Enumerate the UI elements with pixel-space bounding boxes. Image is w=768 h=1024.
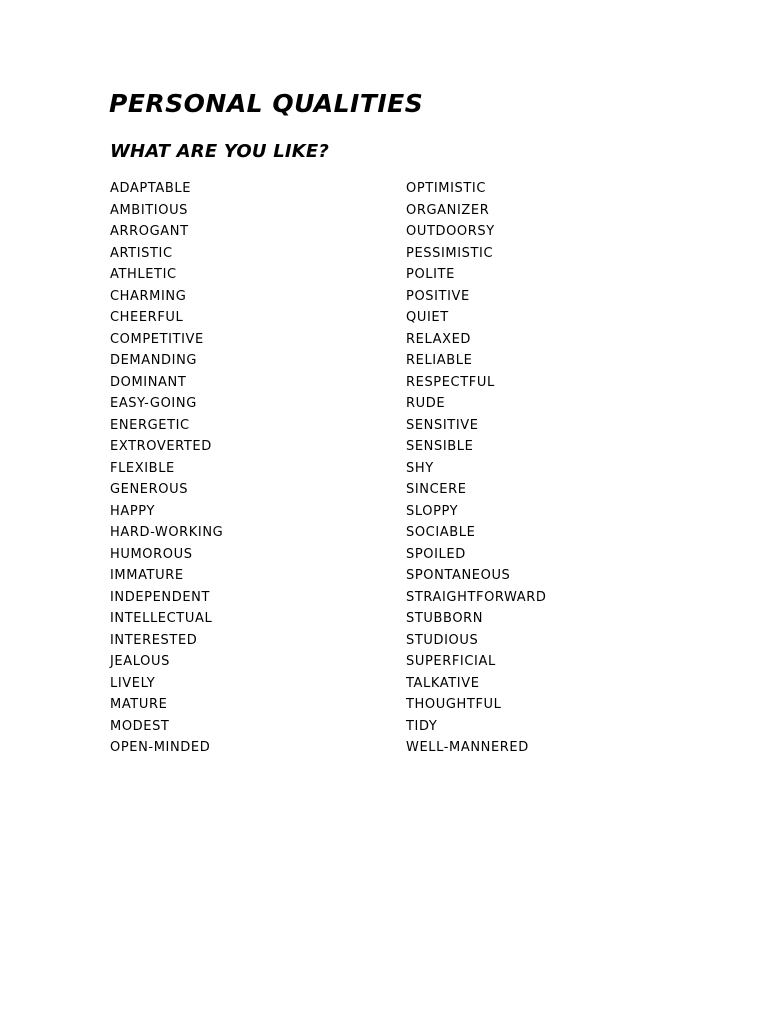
list-item: DOMINANT [110, 374, 187, 390]
list-item: SPONTANEOUS [406, 568, 511, 583]
list-item: FLEXIBLE [110, 460, 175, 476]
list-item: THOUGHTFUL [406, 697, 502, 712]
list-item: INDEPENDENT [110, 589, 211, 605]
page-subtitle: WHAT ARE YOU LIKE? [110, 141, 330, 162]
list-item: MATURE [110, 697, 168, 712]
list-item: RESPECTFUL [406, 374, 495, 390]
list-item: TIDY [406, 718, 438, 734]
list-item: POSITIVE [406, 288, 470, 304]
list-item: POLITE [406, 267, 455, 282]
list-item: SLOPPY [406, 503, 459, 519]
list-item: HUMOROUS [110, 546, 193, 562]
list-item: HAPPY [110, 503, 156, 519]
list-item: RUDE [406, 396, 446, 411]
list-item: JEALOUS [110, 654, 170, 669]
list-item: HARD-WORKING [110, 525, 224, 540]
list-item: CHARMING [110, 288, 187, 304]
list-item: COMPETITIVE [110, 331, 204, 347]
qualities-list-right [406, 178, 547, 759]
page-title: PERSONAL QUALITIES [109, 89, 424, 118]
list-item: ENERGETIC [110, 417, 190, 433]
list-item: OPTIMISTIC [406, 181, 487, 196]
list-item: SENSIBLE [406, 439, 474, 454]
list-item: ORGANIZER [406, 202, 490, 218]
list-item: WELL-MANNERED [406, 740, 529, 755]
list-item: PESSIMISTIC [406, 245, 494, 261]
list-item: EASY-GOING [110, 396, 197, 411]
list-item: INTERESTED [110, 632, 198, 648]
list-item: GENEROUS [110, 482, 189, 497]
list-item: CHEERFUL [110, 310, 184, 325]
list-item: STUBBORN [406, 611, 484, 626]
list-item: STRAIGHTFORWARD [406, 589, 547, 605]
list-item: LIVELY [110, 675, 156, 691]
list-item: STUDIOUS [406, 632, 479, 648]
list-item: ARTISTIC [110, 245, 173, 261]
list-item: OPEN-MINDED [110, 740, 211, 755]
list-item: INTELLECTUAL [110, 611, 213, 626]
list-item: AMBITIOUS [110, 202, 189, 218]
list-item: SENSITIVE [406, 417, 479, 433]
list-item: ATHLETIC [110, 267, 177, 282]
list-item: OUTDOORSY [406, 224, 495, 239]
list-item: ADAPTABLE [110, 181, 192, 196]
list-item: IMMATURE [110, 568, 184, 583]
list-item: RELIABLE [406, 353, 473, 368]
list-item: EXTROVERTED [110, 439, 212, 454]
list-item: DEMANDING [110, 353, 198, 368]
list-item: SINCERE [406, 482, 467, 497]
qualities-list-left [110, 178, 223, 759]
list-item: QUIET [406, 310, 449, 325]
list-item: TALKATIVE [406, 675, 480, 691]
list-item: SUPERFICIAL [406, 654, 496, 669]
list-item: MODEST [110, 718, 170, 734]
list-item: RELAXED [406, 331, 472, 347]
list-item: SHY [406, 460, 434, 476]
list-item: SOCIABLE [406, 525, 476, 540]
list-item: ARROGANT [110, 224, 189, 239]
list-item: SPOILED [406, 546, 466, 562]
